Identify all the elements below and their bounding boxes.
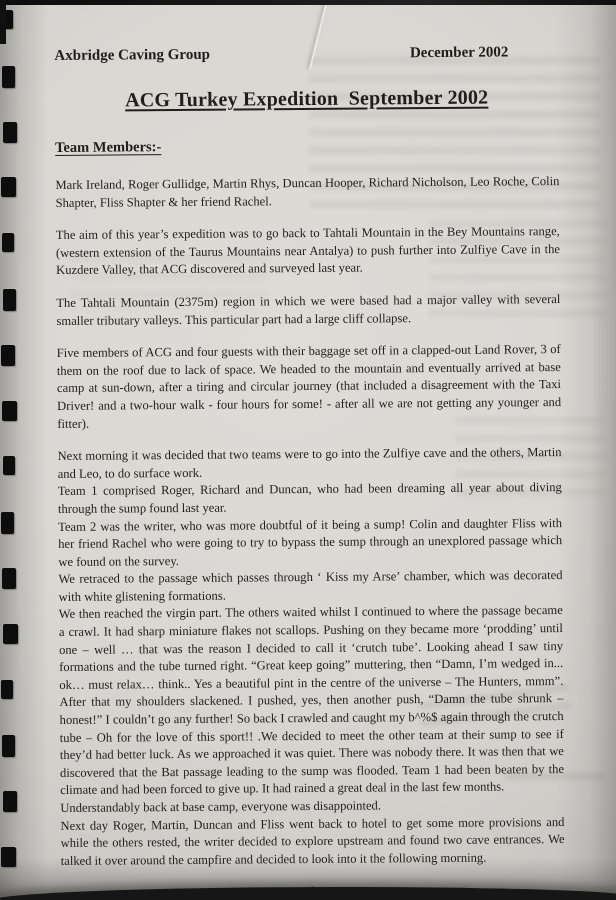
binding-hole [2, 735, 15, 757]
binding-hole [1, 177, 16, 197]
photo-left-edge [0, 0, 6, 44]
paragraph-crutch-tube: We then reached the virgin part. The others waited whilst I continued to where the passage became a crawl. It had sharp miniature flakes not scallops. Pushing on they became more ‘prodding’ until one – well … that was the reason I decided to call it ‘crutch tube’. Looking ahead I saw tiny formations and the tube turned right. “Great keep going” muttering, then “Damn, I’m wedged in... ok… must relax… think.. Yes a beautiful pint in the centre of the universe – The Hunters, mmm”. After that my shoulders slackened. I pushed, yes, then another push, “Damn the tube shrunk – honest!” I couldn’t go any further! So back I crawled and caught my b^%$ again through the crutch tube – Oh for the love of this sport!! .We decided to meet the other team at their sump to see if they’d had better luck. As we approached it was quiet. There was nobody there. It was then that we discovered that the Bat passage leading to the sump was flooded. Team 1 had been beaten by the climate and had been forced to give up. It had rained a great deal in the last few months. [58, 603, 565, 798]
binding-hole [1, 847, 16, 867]
page-content [54, 44, 565, 899]
binding-hole [1, 512, 14, 534]
paragraph-mountain-region: The Tahtali Mountain (2375m) region in which we were based had a major valley with several smaller tributary valleys. This particular part had a large cliff collapse. [56, 291, 561, 328]
issue-date: December 2002 [409, 44, 509, 62]
binding-hole [2, 233, 14, 252]
paragraph-team1: Team 1 comprised Roger, Richard and Duncan, who had been dreaming all year about diving through the sump found last year. [57, 480, 562, 516]
paragraph-disappointed: Understandably back at base camp, everyone was disappointed. [60, 798, 382, 815]
binding-hole [2, 568, 16, 589]
paragraph-retraced: We retraced to the passage which passes through ‘ Kiss my Arse’ chamber, which was decorated with white glistening formations. [58, 568, 563, 604]
binding-hole [3, 456, 15, 475]
binding-hole [3, 624, 18, 644]
team-members-list: Mark Ireland, Roger Gullidge, Martin Rhys, Duncan Hooper, Richard Nicholson, Leo Roche, Colin Shapter, Fliss Shapter & her friend Rachel. [55, 174, 560, 210]
binding-hole [1, 345, 15, 366]
paragraph-teams-decided: Next morning it was decided that two teams were to go into the Zulfiye cave and the others, Martin and Leo, to do surface work. [57, 445, 562, 481]
organization-name: Axbridge Caving Group [54, 46, 211, 64]
article-title: ACG Turkey Expedition September 2002 [125, 86, 489, 112]
binding-hole [3, 791, 17, 812]
paragraph-team2: Team 2 was the writer, who was more doubtful of it being a sump! Colin and daughter Fliss with her friend Rachel who were going to try to bypass the sump through an unexplored passage which we found on the survey. [58, 515, 563, 569]
article-body [55, 173, 564, 870]
binding-hole [1, 680, 13, 699]
paragraph-journey: Five members of ACG and four guests with their baggage set off in a clapped-out Land Rover, 3 of them on the roof due to lack of space. We headed to the mountain and eventually arrived at base camp at sun-down, after a tiring and circular journey (that included a disagreement with the Taxi Driver! and a two-hour walk - four hours for some! - after all we are not getting any younger and fitter). [56, 342, 562, 431]
binding-hole [3, 289, 16, 311]
photo-top-edge [0, 0, 616, 5]
binding-hole [2, 66, 15, 88]
spiral-binding [0, 0, 30, 900]
page-header [54, 44, 558, 65]
team-members-heading: Team Members:- [55, 139, 162, 156]
paragraph-expedition-aim: The aim of this year’s expedition was to go back to Tahtali Mountain in the Bey Mountains range, (western extension of the Taurus Mountains near Antalya) to push further into Zulfiye Cave in the Kuzdere Valley, that ACG discovered and surveyed last year. [55, 224, 560, 278]
paragraph-next-day: Next day Roger, Martin, Duncan and Fliss went back to hotel to get some more provisions and while the others rested, the writer decided to explore upstream and found two cave entrances. We talked it over around the campfire and decided to look into it the following morning. [60, 814, 565, 868]
binding-hole [3, 122, 17, 143]
binding-hole [2, 401, 17, 421]
